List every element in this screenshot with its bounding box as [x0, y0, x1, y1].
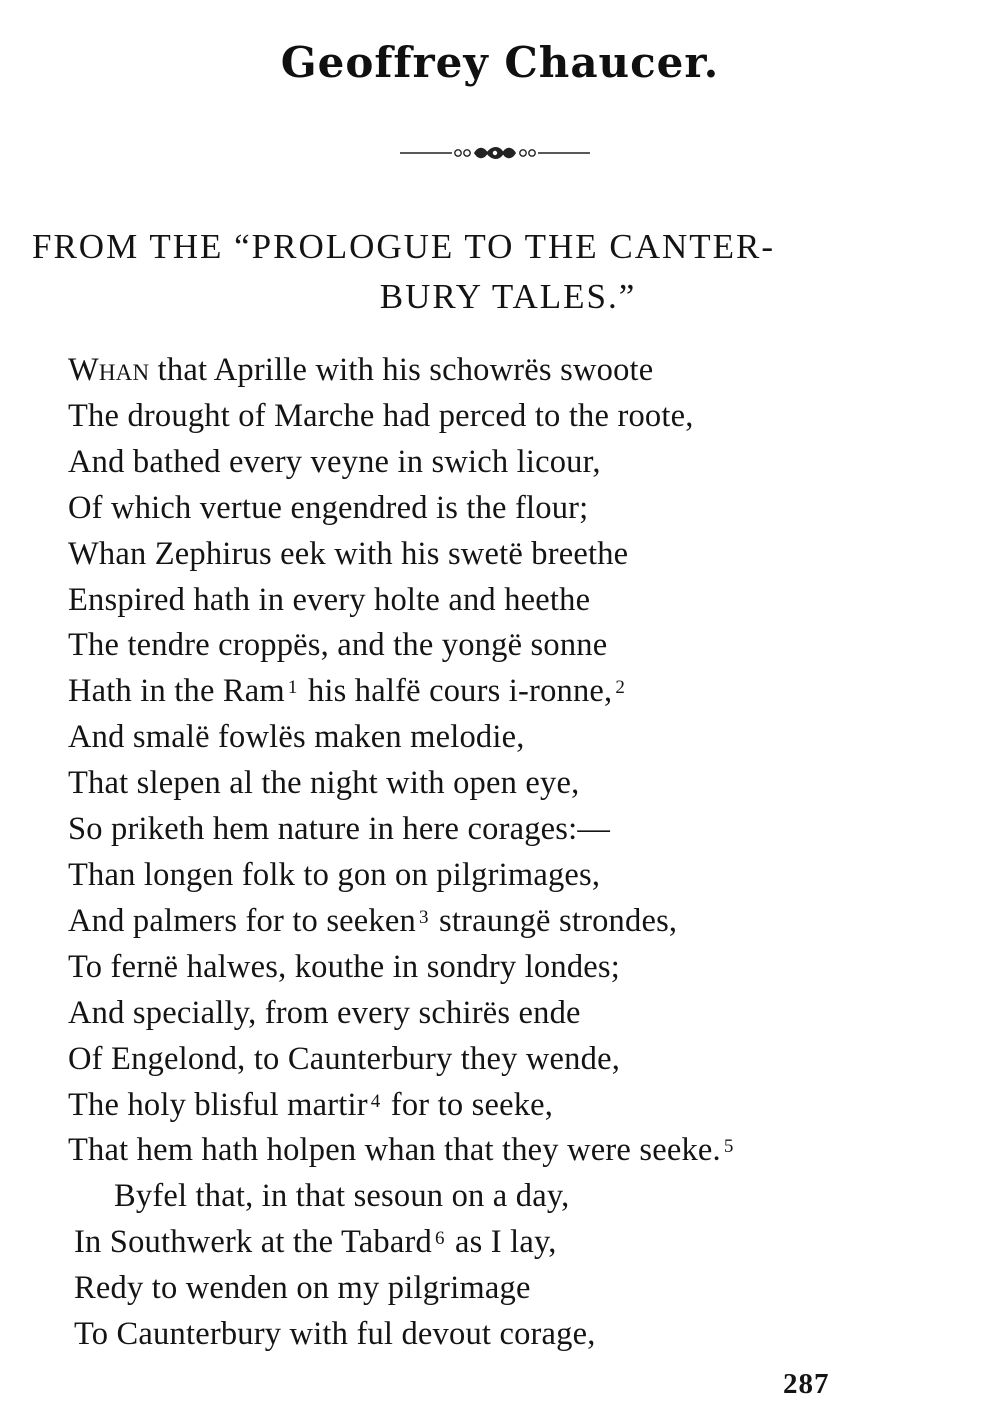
- verse-line: That slepen al the night with open eye,: [68, 765, 580, 802]
- verse-line: That hem hath holpen whan that they were seeke. $^5$: [68, 1132, 734, 1169]
- verse-line: Enspired hath in every holte and heethe: [68, 581, 591, 618]
- verse-line: Whan that Aprille with his schowrës swoote: [68, 352, 654, 388]
- section-heading: [20, 222, 960, 322]
- verse-line: And specially, from every schirës ende: [68, 994, 581, 1031]
- verse-line: And palmers for to seeken $^3$ straungë strondes,: [68, 902, 678, 939]
- verse-line: Of Engelond, to Caunterbury they wende,: [68, 1040, 621, 1077]
- verse-line: The tendre croppës, and the yongë sonne: [68, 627, 608, 664]
- page-number: 287: [783, 1368, 830, 1400]
- heading-line-1: FROM THE “PROLOGUE TO THE CANTER-: [32, 227, 776, 266]
- footnote-marker: 3: [418, 906, 429, 928]
- verse-line: To Caunterbury with ful devout corage,: [74, 1316, 596, 1353]
- verse-line: To fernë halwes, kouthe in sondry londes;: [68, 948, 620, 985]
- first-word-small-caps: Whan: [68, 352, 150, 388]
- footnote-marker: 2: [615, 677, 626, 699]
- verse-line: The drought of Marche had perced to the roote,: [68, 397, 694, 434]
- verse-line: And smalë fowlës maken melodie,: [68, 719, 525, 756]
- verse-line: Of which vertue engendred is the flour;: [68, 489, 589, 526]
- footnote-marker: 4: [370, 1090, 381, 1112]
- poem-text: [68, 348, 988, 1358]
- verse-line: Hath in the Ram $^1$ his halfë cours i-ronne, $^2$: [68, 673, 626, 710]
- verse-line: And bathed every veyne in swich licour,: [68, 443, 601, 480]
- verse-line: So priketh hem nature in here corages:—: [68, 811, 611, 848]
- footnote-marker: 5: [723, 1136, 734, 1158]
- verse-line: Than longen folk to gon on pilgrimages,: [68, 856, 601, 893]
- footnote-marker: 1: [287, 677, 298, 699]
- verse-line: The holy blisful martir $^4$ for to seeke,: [68, 1086, 554, 1123]
- verse-line: Whan Zephirus eek with his swetë breethe: [68, 535, 629, 572]
- author-title: Geoffrey Chaucer.: [280, 38, 720, 87]
- verse-line: Redy to wenden on my pilgrimage: [74, 1270, 531, 1307]
- verse-line: Byfel that, in that sesoun on a day,: [114, 1178, 570, 1215]
- verse-line: In Southwerk at the Tabard $^6$ as I lay,: [74, 1224, 557, 1261]
- ornament-divider-icon: [400, 143, 590, 163]
- heading-line-2: BURY TALES.”: [379, 277, 637, 316]
- footnote-marker: 6: [434, 1228, 445, 1250]
